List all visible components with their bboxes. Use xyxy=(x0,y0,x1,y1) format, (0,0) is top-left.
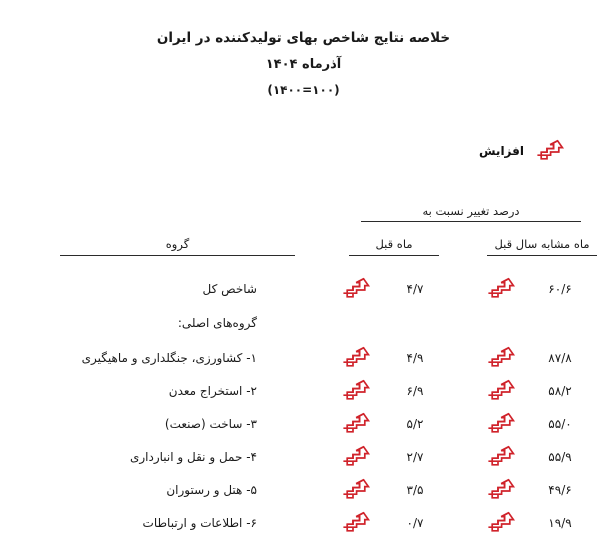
cell-group xyxy=(0,473,317,506)
row-label-total-index: شاخص کل xyxy=(202,281,257,296)
value-group-yoy xyxy=(457,412,607,436)
value-mom: ۶/۹ xyxy=(406,383,424,398)
cell-yoy xyxy=(457,272,607,305)
column-header-mom xyxy=(317,222,457,256)
percent-change-span-header: درصد تغییر نسبت به xyxy=(361,204,581,222)
value-yoy: ۱۹/۹ xyxy=(548,515,572,530)
table-row xyxy=(0,341,607,374)
arrow-up-right-increase-icon xyxy=(341,511,371,535)
cell-group xyxy=(0,374,317,407)
value-group-mom xyxy=(317,511,457,535)
cell-mom xyxy=(317,341,457,374)
value-group-yoy xyxy=(457,379,607,403)
column-header-mom-label: ماه قبل xyxy=(349,237,439,256)
legend-increase-label: افزایش xyxy=(478,144,524,158)
value-yoy: ۵۸/۲ xyxy=(548,383,572,398)
cell-section-label xyxy=(0,305,317,341)
arrow-up-right-increase-icon xyxy=(486,412,516,436)
value-group-mom xyxy=(317,478,457,502)
cell-group xyxy=(0,440,317,473)
cell-yoy xyxy=(457,407,607,440)
value-group-mom xyxy=(317,277,457,301)
arrow-up-right-increase-icon xyxy=(341,445,371,469)
table-header-row xyxy=(0,222,607,256)
producer-price-index-table xyxy=(0,196,607,539)
value-yoy: ۵۵/۰ xyxy=(548,416,572,431)
table-row xyxy=(0,407,607,440)
table-row xyxy=(0,440,607,473)
value-mom: ۴/۹ xyxy=(406,350,424,365)
table-row xyxy=(0,473,607,506)
cell-mom xyxy=(317,506,457,539)
column-header-group xyxy=(0,222,317,256)
arrow-up-right-increase-icon xyxy=(486,445,516,469)
row-label-group: ۳- ساخت (صنعت) xyxy=(164,416,257,431)
arrow-up-right-increase-icon xyxy=(486,511,516,535)
value-group-mom xyxy=(317,445,457,469)
section-heading-main-groups: گروه‌های اصلی: xyxy=(177,316,257,330)
cell-group xyxy=(0,272,317,305)
table-row xyxy=(0,506,607,539)
arrow-up-right-increase-icon xyxy=(486,379,516,403)
cell-mom xyxy=(317,440,457,473)
base-year-note: (۱۴۰۰=۱۰۰) xyxy=(267,83,340,98)
value-yoy: ۵۵/۹ xyxy=(548,449,572,464)
table-body xyxy=(0,256,607,539)
arrow-up-right-increase-icon xyxy=(341,379,371,403)
value-yoy: ۴۹/۶ xyxy=(548,482,572,497)
arrow-up-right-increase-icon xyxy=(341,346,371,370)
arrow-up-right-increase-icon xyxy=(486,478,516,502)
cell-yoy xyxy=(457,440,607,473)
arrow-up-right-increase-icon xyxy=(486,277,516,301)
row-label-group: ۱- کشاورزی، جنگلداری و ماهیگیری xyxy=(81,350,257,365)
column-header-group-label: گروه xyxy=(60,237,295,256)
table-header-span-row xyxy=(0,196,607,222)
cell-group xyxy=(0,506,317,539)
table-row xyxy=(0,272,607,305)
value-mom: ۵/۲ xyxy=(406,416,424,431)
page-title: خلاصه نتایج شاخص بهای تولیدکننده در ایران xyxy=(156,30,451,46)
cell-yoy xyxy=(457,473,607,506)
column-header-yoy xyxy=(457,222,607,256)
arrow-up-right-increase-icon xyxy=(341,277,371,301)
column-header-yoy-label: ماه مشابه سال قبل xyxy=(487,237,597,256)
value-yoy: ۸۷/۸ xyxy=(548,350,572,365)
value-group-yoy xyxy=(457,511,607,535)
row-label-group: ۶- اطلاعات و ارتباطات xyxy=(142,515,257,530)
cell-yoy xyxy=(457,341,607,374)
row-label-group: ۴- حمل و نقل و انبارداری xyxy=(129,449,257,464)
table-section-row xyxy=(0,305,607,341)
value-group-mom xyxy=(317,346,457,370)
value-group-mom xyxy=(317,379,457,403)
document-header xyxy=(0,28,607,97)
cell-group xyxy=(0,407,317,440)
header-spacer-row xyxy=(0,256,607,272)
span-header-cell xyxy=(317,196,607,222)
row-label-group: ۵- هتل و رستوران xyxy=(166,482,257,497)
cell-yoy xyxy=(457,374,607,407)
table-row xyxy=(0,374,607,407)
value-group-yoy xyxy=(457,277,607,301)
arrow-up-right-increase-icon xyxy=(341,478,371,502)
legend xyxy=(479,139,565,163)
arrow-up-right-increase-icon xyxy=(341,412,371,436)
cell-group xyxy=(0,341,317,374)
value-mom: ۰/۷ xyxy=(406,515,424,530)
span-header-empty-cell xyxy=(0,196,317,222)
summary-table-container xyxy=(0,196,607,539)
arrow-up-right-increase-icon xyxy=(486,346,516,370)
value-group-yoy xyxy=(457,478,607,502)
cell-yoy xyxy=(457,506,607,539)
cell-mom xyxy=(317,407,457,440)
cell-mom xyxy=(317,473,457,506)
arrow-up-right-increase-icon xyxy=(535,139,565,163)
value-yoy: ۶۰/۶ xyxy=(548,281,572,296)
cell-mom xyxy=(317,272,457,305)
value-group-yoy xyxy=(457,445,607,469)
document-period: آذرماه ۱۴۰۴ xyxy=(265,57,342,73)
value-mom: ۴/۷ xyxy=(406,281,424,296)
value-group-yoy xyxy=(457,346,607,370)
cell-mom xyxy=(317,374,457,407)
value-mom: ۲/۷ xyxy=(406,449,424,464)
value-group-mom xyxy=(317,412,457,436)
value-mom: ۳/۵ xyxy=(406,482,424,497)
row-label-group: ۲- استخراج معدن xyxy=(168,383,257,398)
